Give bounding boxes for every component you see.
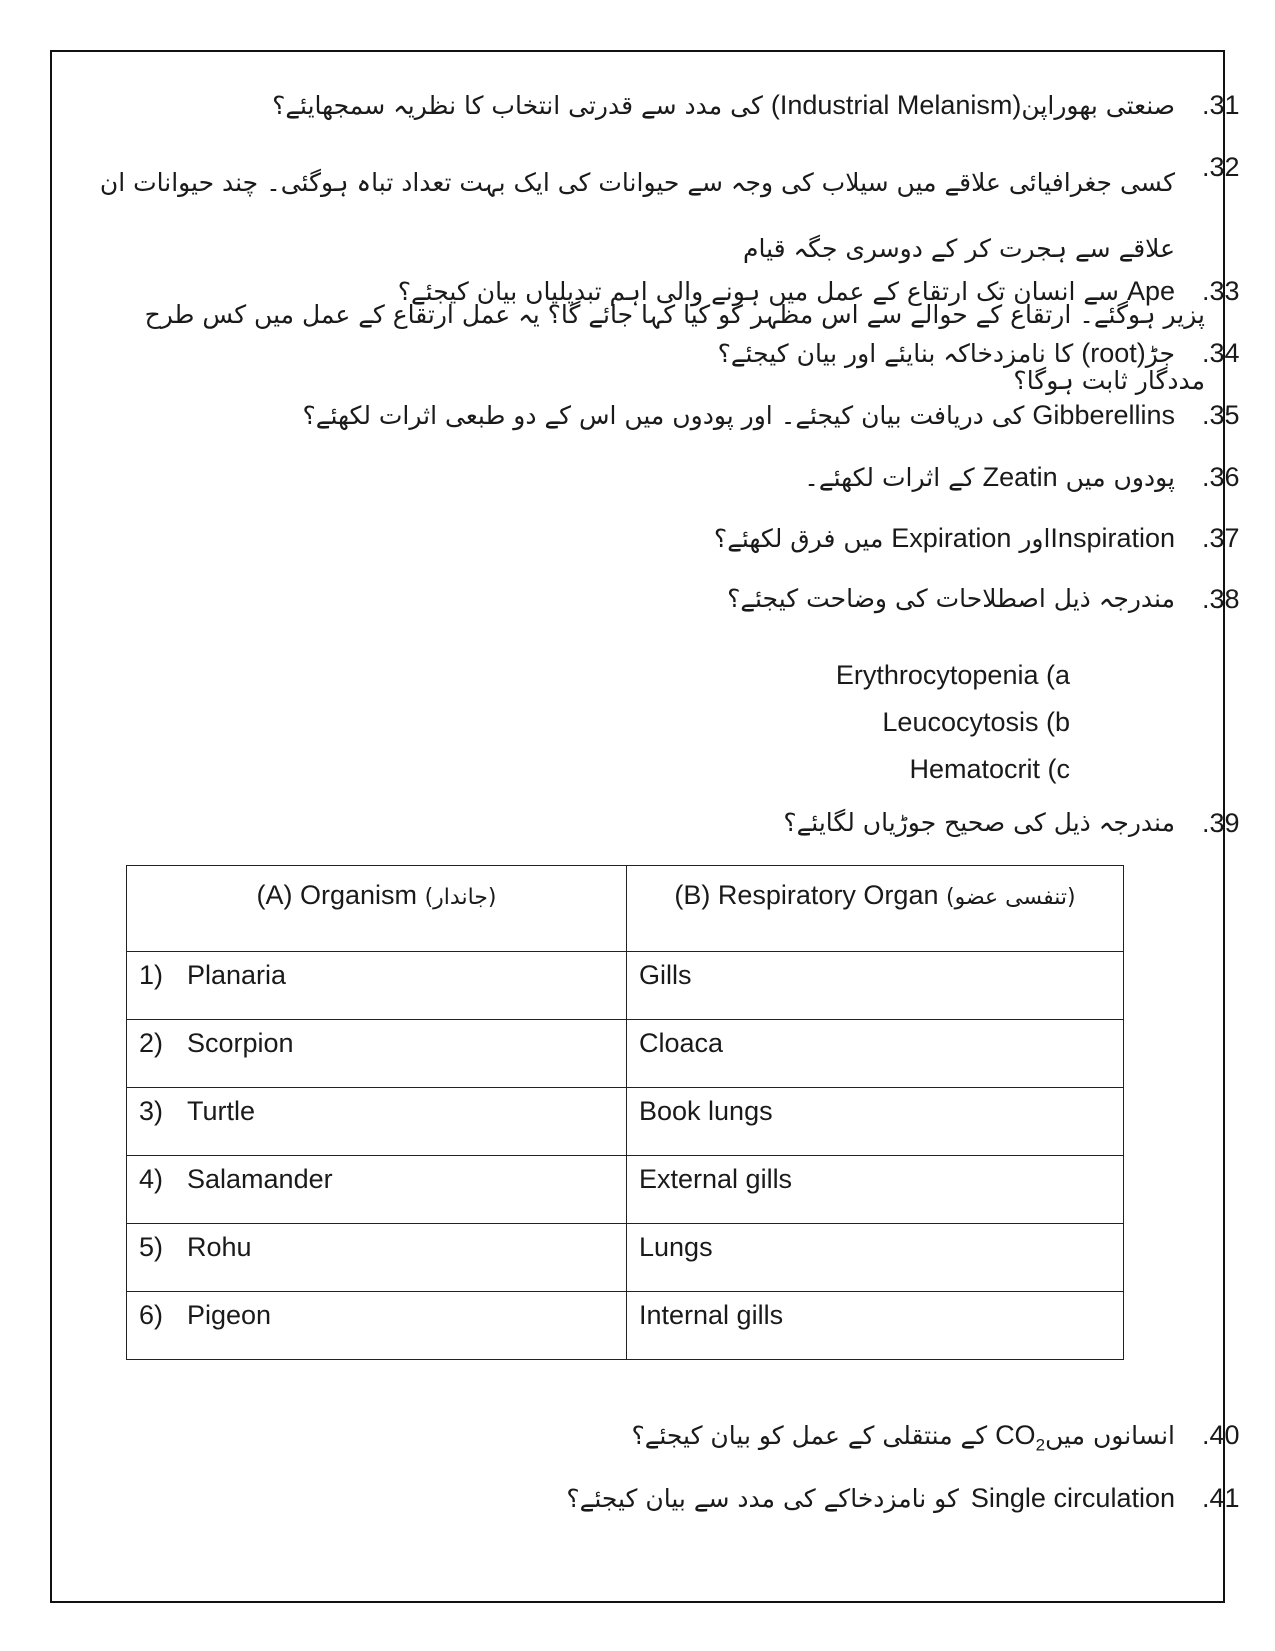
question-31 <box>272 88 1240 123</box>
matching-table <box>126 865 1124 1360</box>
question-number: .41 <box>1202 1483 1240 1513</box>
question-text: کی دریافت بیان کیجئے۔ اور پودوں میں اس کے دو طبعی اثرات لکھئے؟ <box>302 401 1025 430</box>
organism-cell: 1) Planaria <box>127 952 627 1020</box>
question-number: .31 <box>1202 90 1240 120</box>
question-number: .34 <box>1202 338 1240 368</box>
question-number: .32 <box>1202 152 1240 182</box>
question-number: .37 <box>1202 523 1240 553</box>
question-number: .39 <box>1202 808 1240 838</box>
organism-cell: 6) Pigeon <box>127 1292 627 1360</box>
header-respiratory-organ: (B) Respiratory Organ (تنفسی عضو) <box>627 866 1124 952</box>
english-term: Zeatin <box>982 462 1058 492</box>
english-term: $CO_2$ <box>995 1420 1046 1455</box>
english-term: (Industrial Melanism) <box>770 90 1022 120</box>
question-text: مندرجہ ذیل اصطلاحات کی وضاحت کیجئے؟ <box>727 584 1175 613</box>
question-number: .33 <box>1202 276 1240 306</box>
question-35 <box>302 398 1240 433</box>
english-term: Expiration <box>891 523 1012 553</box>
question-39 <box>783 806 1240 840</box>
english-term: Ape <box>1126 276 1175 306</box>
organism-cell: 4) Salamander <box>127 1156 627 1224</box>
question-41 <box>566 1481 1240 1516</box>
english-term: (root) <box>1081 338 1146 368</box>
question-number: .38 <box>1202 584 1240 614</box>
organism-cell: 3) Turtle <box>127 1088 627 1156</box>
question-text: کے اثرات لکھئے۔ <box>804 463 975 492</box>
table-row <box>127 1156 1124 1224</box>
question-38 <box>727 582 1240 616</box>
question-text: صنعتی بھوراپن <box>1021 91 1175 120</box>
organism-cell: 5) Rohu <box>127 1224 627 1292</box>
organ-cell: Lungs <box>627 1224 1124 1292</box>
question-text: جڑ <box>1145 339 1175 368</box>
question-40 <box>631 1418 1240 1462</box>
question-text: پودوں میں <box>1065 463 1175 492</box>
table-row <box>127 1224 1124 1292</box>
question-text: انسانوں میں <box>1045 1421 1175 1450</box>
header-organism: (A) Organism (جاندار) <box>127 866 627 952</box>
organ-cell: External gills <box>627 1156 1124 1224</box>
question-text-line2: پزیر ہوگئے۔ ارتقاع کے حوالے سے اس مظہر کو کیا کہا جائے گا؟ یہ عمل ارتقاع کے عمل میں کس طرح مددگار ثابت ہوگا؟ <box>144 300 1205 395</box>
english-term: Gibberellins <box>1032 400 1175 430</box>
question-34 <box>717 336 1240 371</box>
question-text: کا نامزدخاکہ بنایئے اور بیان کیجئے؟ <box>717 339 1074 368</box>
organ-cell: Cloaca <box>627 1020 1124 1088</box>
organ-cell: Internal gills <box>627 1292 1124 1360</box>
question-text: سے انسان تک ارتقاع کے عمل میں ہونے والی اہم تبدیلیاں بیان کیجئے؟ <box>397 277 1119 306</box>
question-33 <box>397 274 1240 309</box>
table-row <box>127 1020 1124 1088</box>
question-number: .35 <box>1202 400 1240 430</box>
question-text: کو نامزدخاکے کی مدد سے بیان کیجئے؟ <box>566 1484 959 1513</box>
organ-cell: Book lungs <box>627 1088 1124 1156</box>
term-a: Erythrocytopenia (a <box>835 660 1070 690</box>
question-number: .40 <box>1202 1420 1240 1450</box>
organism-cell: 2) Scorpion <box>127 1020 627 1088</box>
question-text: میں فرق لکھئے؟ <box>713 524 884 553</box>
table-row <box>127 1088 1124 1156</box>
question-text: کے منتقلی کے عمل کو بیان کیجئے؟ <box>631 1421 988 1450</box>
question-36 <box>804 460 1240 495</box>
english-term: Inspiration <box>1050 523 1175 553</box>
table-row <box>127 952 1124 1020</box>
term-c: Hematocrit (c <box>909 754 1070 784</box>
question-text-line1: کسی جغرافیائی علاقے میں سیلاب کی وجہ سے حیوانات کی ایک بہت تعداد تباہ ہوگئی۔ چند حیوانات ان علاقے سے ہجرت کر کے دوسری جگہ قیام <box>99 168 1175 263</box>
question-text: اور <box>1019 524 1051 553</box>
english-term: Single circulation <box>970 1483 1175 1513</box>
table-header-row <box>127 866 1124 952</box>
organ-cell: Gills <box>627 952 1124 1020</box>
table-row <box>127 1292 1124 1360</box>
question-text: کی مدد سے قدرتی انتخاب کا نظریہ سمجھایئے؟ <box>272 91 763 120</box>
term-b: Leucocytosis (b <box>882 707 1070 737</box>
question-37 <box>713 521 1240 556</box>
question-number: .36 <box>1202 462 1240 492</box>
question-text: مندرجہ ذیل کی صحیح جوڑیاں لگایئے؟ <box>783 808 1175 837</box>
